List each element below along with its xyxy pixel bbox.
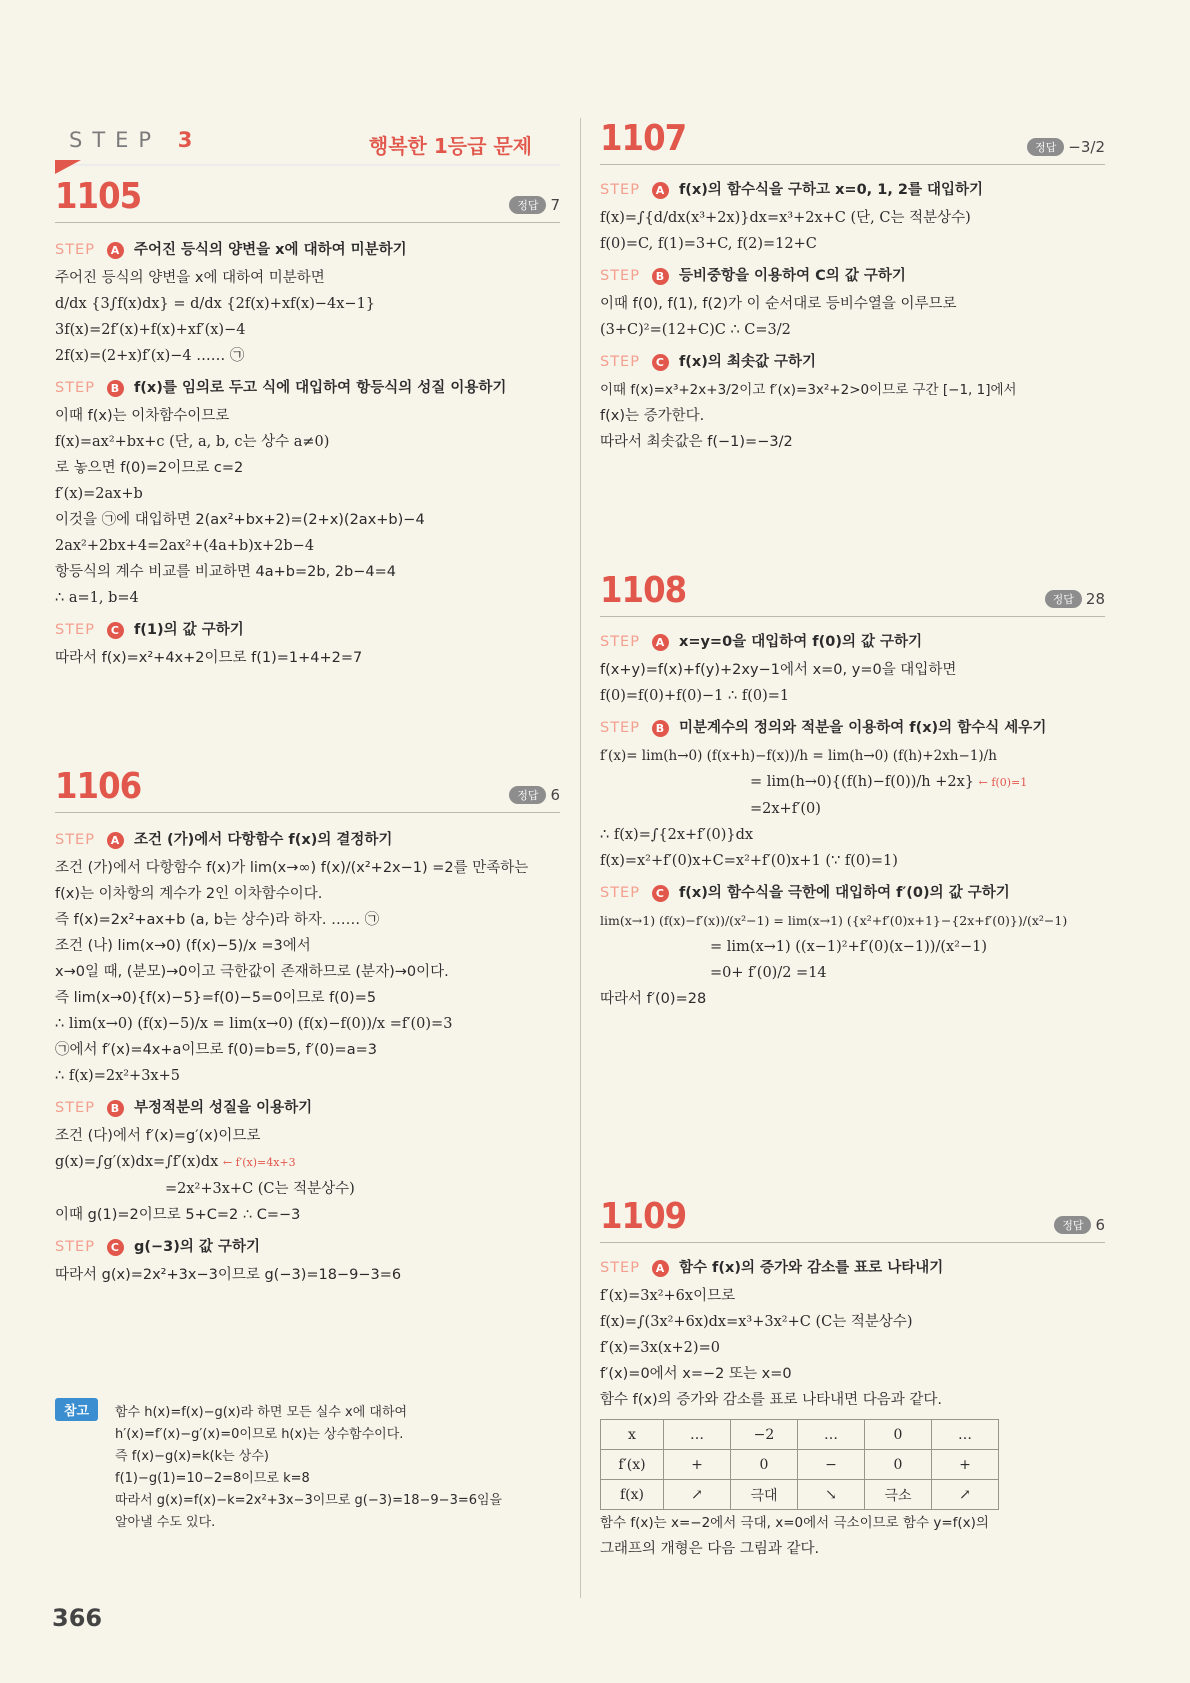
solution-line: f(0)=C, f(1)=3+C, f(2)=12+C (600, 236, 817, 252)
answer (509, 786, 560, 805)
problem-header (55, 176, 560, 223)
corner-triangle-icon (55, 160, 81, 174)
answer-value: −3/2 (1068, 137, 1105, 156)
solution-line: 이때 f(0), f(1), f(2)가 이 순서대로 등비수열을 이루므로 (600, 296, 957, 312)
solution-line: ㉠에서 f′(x)=4x+a이므로 f(0)=b=5, f′(0)=a=3 (55, 1042, 377, 1058)
solution-line: = lim(x→1) ((x−1)²+f′(0)(x−1))/(x²−1) (710, 939, 988, 955)
step-a: STEP A 주어진 등식의 양변을 x에 대하여 미분하기 (55, 242, 407, 258)
problem-1106 (55, 766, 560, 1288)
solution-line: 이것을 ㉠에 대입하면 2(ax²+bx+2)=(2+x)(2ax+b)−4 (55, 512, 425, 528)
answer-badge: 정답 (509, 786, 546, 804)
table-cell: −2 (731, 1420, 798, 1450)
table-cell: … (664, 1420, 731, 1450)
solution-line: 따라서 f(x)=x²+4x+2이므로 f(1)=1+4+2=7 (55, 650, 363, 666)
problem-header (600, 570, 1105, 617)
solution-line: 조건 (나) lim(x→0) (f(x)−5)/x =3에서 (55, 938, 311, 954)
solution-line: f′(x)=3x(x+2)=0 (600, 1340, 720, 1356)
solution-line: f(x)=x²+f′(0)x+C=x²+f′(0)x+1 (∵ f(0)=1) (600, 853, 898, 869)
solution-line: =2x²+3x+C (C는 적분상수) (165, 1181, 355, 1197)
solution-line: 따라서 최솟값은 f(−1)=−3/2 (600, 434, 793, 450)
solution-line: 따라서 f′(0)=28 (600, 991, 707, 1007)
table-cell: 극소 (865, 1480, 932, 1510)
step-c: STEP C f(1)의 값 구하기 (55, 622, 244, 638)
step-c: STEP C f(x)의 최솟값 구하기 (600, 354, 817, 370)
solution-line: 즉 lim(x→0){f(x)−5}=f(0)−5=0이므로 f(0)=5 (55, 990, 377, 1006)
problem-1105 (55, 176, 560, 671)
answer (1027, 138, 1105, 157)
answer-value: 6 (1095, 1215, 1105, 1234)
reference-lines (115, 1402, 502, 1534)
solution-line: f(0)=f(0)+f(0)−1 ∴ f(0)=1 (600, 688, 790, 704)
table-cell: … (798, 1420, 865, 1450)
table-row (601, 1420, 999, 1450)
table-cell: ↗ (932, 1480, 999, 1510)
problem-header (600, 118, 1105, 165)
answer-value: 7 (550, 195, 560, 214)
solution-line: f′(x)=3x²+6x이므로 (600, 1288, 736, 1304)
problem-number: 1105 (55, 176, 142, 217)
answer-badge: 정답 (1054, 1216, 1091, 1234)
solution-line: f(x)=∫{d/dx(x³+2x)}dx=x³+2x+C (단, C는 적분상수) (600, 210, 971, 226)
answer-badge: 정답 (1027, 138, 1064, 156)
solution-line: 이때 g(1)=2이므로 5+C=2 ∴ C=−3 (55, 1207, 301, 1223)
solution-line: =2x+f′(0) (750, 801, 821, 817)
table-cell: ↘ (798, 1480, 865, 1510)
column-divider (580, 118, 581, 1598)
solution-line: ∴ f(x)=2x²+3x+5 (55, 1068, 180, 1084)
table-cell: + (932, 1450, 999, 1480)
step-a: STEP A x=y=0을 대입하여 f(0)의 값 구하기 (600, 634, 923, 650)
table-cell: 극대 (731, 1480, 798, 1510)
solution-line: f′(x)=0에서 x=−2 또는 x=0 (600, 1366, 792, 1382)
solution-line: 조건 (다)에서 f′(x)=g′(x)이므로 (55, 1128, 261, 1144)
step-b: STEP B 미분계수의 정의와 적분을 이용하여 f(x)의 함수식 세우기 (600, 720, 1047, 736)
answer (1054, 1216, 1105, 1235)
step-a: STEP A 조건 (가)에서 다항함수 f(x)의 결정하기 (55, 832, 393, 848)
solution-line: g(x)=∫g′(x)dx=∫f′(x)dx ← f′(x)=4x+3 (55, 1154, 296, 1170)
reference-line: f(1)−g(1)=10−2=8이므로 k=8 (115, 1471, 310, 1486)
solution-line: f′(x)= lim(h→0) (f(x+h)−f(x))/h = lim(h→0) (f(h)+2xh−1)/h (600, 748, 997, 764)
solution-line: lim(x→1) (f(x)−f′(x))/(x²−1) = lim(x→1) ({x²+f′(0)x+1}−{2x+f′(0)})/(x²−1) (600, 913, 1068, 928)
step3-header (55, 128, 560, 160)
table-cell: f(x) (601, 1480, 664, 1510)
reference-badge: 참고 (55, 1398, 98, 1421)
solution-line: 그래프의 개형은 다음 그림과 같다. (600, 1541, 820, 1557)
reference-line: h′(x)=f′(x)−g′(x)=0이므로 h(x)는 상수함수이다. (115, 1427, 404, 1442)
step-c: STEP C g(−3)의 값 구하기 (55, 1239, 260, 1255)
table-cell: 0 (731, 1450, 798, 1480)
problem-1109 (600, 1196, 1105, 1562)
step-b: STEP B 부정적분의 성질을 이용하기 (55, 1100, 313, 1116)
solution-line: d/dx {3∫f(x)dx} = d/dx {2f(x)+xf(x)−4x−1} (55, 296, 376, 312)
solution-line: ∴ a=1, b=4 (55, 590, 139, 606)
step-b: STEP B f(x)를 임의로 두고 식에 대입하여 항등식의 성질 이용하기 (55, 380, 507, 396)
answer (509, 196, 560, 215)
answer-value: 6 (550, 785, 560, 804)
table-cell: ↗ (664, 1480, 731, 1510)
problem-number: 1109 (600, 1196, 687, 1237)
reference-line: 즉 f(x)−g(x)=k(k는 상수) (115, 1449, 269, 1464)
solution-line: 조건 (가)에서 다항함수 f(x)가 lim(x→∞) f(x)/(x²+2x−1) =2를 만족하는 (55, 860, 529, 876)
table-cell: 0 (865, 1420, 932, 1450)
step-b: STEP B 등비중항을 이용하여 C의 값 구하기 (600, 268, 906, 284)
solution-line: (3+C)²=(12+C)C ∴ C=3/2 (600, 322, 791, 338)
solution-line: 함수 f(x)의 증가와 감소를 표로 나타내면 다음과 같다. (600, 1392, 943, 1408)
problem-number: 1106 (55, 766, 142, 807)
solution-line: 3f(x)=2f′(x)+f(x)+xf′(x)−4 (55, 322, 246, 338)
solution-line: ∴ f(x)=∫{2x+f′(0)}dx (600, 827, 754, 843)
answer-value: 28 (1085, 589, 1105, 608)
table-cell: … (932, 1420, 999, 1450)
problem-header (55, 766, 560, 813)
sign-table (600, 1419, 999, 1510)
reference-line: 함수 h(x)=f(x)−g(x)라 하면 모든 실수 x에 대하여 (115, 1405, 408, 1420)
table-cell: 0 (865, 1450, 932, 1480)
reference-line: 알아낼 수도 있다. (115, 1515, 216, 1530)
answer-badge: 정답 (1045, 590, 1082, 608)
problem-header (600, 1196, 1105, 1243)
solution-line: 즉 f(x)=2x²+ax+b (a, b는 상수)라 하자. …… ㉠ (55, 912, 380, 928)
solution-line: 함수 f(x)는 x=−2에서 극대, x=0에서 극소이므로 함수 y=f(x)의 (600, 1515, 989, 1531)
step-a: STEP A 함수 f(x)의 증가와 감소를 표로 나타내기 (600, 1260, 944, 1276)
step-c: STEP C f(x)의 함수식을 극한에 대입하여 f′(0)의 값 구하기 (600, 885, 1010, 901)
problem-1107 (600, 118, 1105, 455)
solution-line: 주어진 등식의 양변을 x에 대하여 미분하면 (55, 270, 325, 286)
answer-badge: 정답 (509, 196, 546, 214)
step-a: STEP A f(x)의 함수식을 구하고 x=0, 1, 2를 대입하기 (600, 182, 984, 198)
solution-line: 로 놓으면 f(0)=2이므로 c=2 (55, 460, 244, 476)
solution-line: =0+ f′(0)/2 =14 (710, 965, 827, 981)
table-row (601, 1480, 999, 1510)
answer (1045, 590, 1105, 609)
table-cell: f′(x) (601, 1450, 664, 1480)
page-number: 366 (52, 1604, 103, 1632)
solution-line: 이때 f(x)=x³+2x+3/2이고 f′(x)=3x²+2>0이므로 구간 [−1, 1]에서 (600, 382, 1017, 398)
table-cell: + (664, 1450, 731, 1480)
table-row (601, 1450, 999, 1480)
hint-note: ← f(0)=1 (978, 776, 1028, 789)
solution-line: ∴ lim(x→0) (f(x)−5)/x = lim(x→0) (f(x)−f(0))/x =f′(0)=3 (55, 1016, 453, 1032)
solution-line: f(x)는 이차항의 계수가 2인 이차함수이다. (55, 886, 323, 902)
solution-line: f(x)=ax²+bx+c (단, a, b, c는 상수 a≠0) (55, 434, 330, 450)
solution-line: x→0일 때, (분모)→0이고 극한값이 존재하므로 (분자)→0이다. (55, 964, 449, 980)
table-cell: x (601, 1420, 664, 1450)
reference-line: 따라서 g(x)=f(x)−k=2x²+3x−3이므로 g(−3)=18−9−3=6임을 (115, 1493, 503, 1508)
solution-line: 따라서 g(x)=2x²+3x−3이므로 g(−3)=18−9−3=6 (55, 1267, 402, 1283)
problem-1108 (600, 570, 1105, 1012)
header-bar (55, 164, 560, 166)
section-title: 행복한 1등급 문제 (368, 134, 532, 158)
solution-line: 항등식의 계수 비교를 비교하면 4a+b=2b, 2b−4=4 (55, 564, 396, 580)
step-label: STEP 3 (69, 128, 193, 152)
solution-line: f(x+y)=f(x)+f(y)+2xy−1에서 x=0, y=0을 대입하면 (600, 662, 957, 678)
solution-line: 이때 f(x)는 이차함수이므로 (55, 408, 230, 424)
solution-line: f(x)는 증가한다. (600, 408, 705, 424)
table-cell: − (798, 1450, 865, 1480)
solution-line: f(x)=∫(3x²+6x)dx=x³+3x²+C (C는 적분상수) (600, 1314, 913, 1330)
problem-number: 1107 (600, 118, 687, 159)
solution-line: f′(x)=2ax+b (55, 486, 143, 502)
hint-note: ← f′(x)=4x+3 (222, 1156, 296, 1169)
solution-line: 2f(x)=(2+x)f′(x)−4 …… ㉠ (55, 348, 245, 364)
solution-line: = lim(h→0){(f(h)−f(0))/h +2x} ← f(0)=1 (750, 774, 1028, 790)
solution-line: 2ax²+2bx+4=2ax²+(4a+b)x+2b−4 (55, 538, 315, 554)
problem-number: 1108 (600, 570, 687, 611)
